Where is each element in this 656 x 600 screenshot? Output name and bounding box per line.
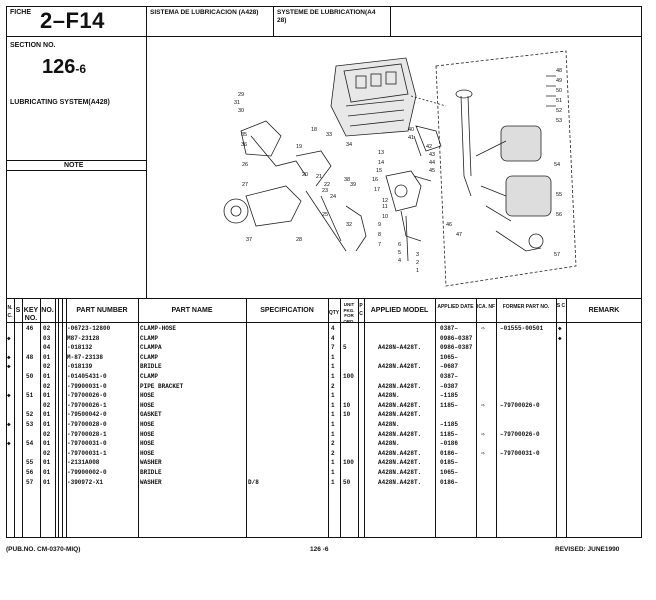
cell-qty: 1 — [331, 373, 335, 380]
cell-ica: ⇨ — [481, 449, 485, 457]
cell-name: WASHER — [140, 459, 162, 467]
cell-no: 01 — [43, 421, 51, 428]
cell-date: 1065– — [440, 469, 459, 476]
cell-model: A428N. — [378, 392, 400, 400]
cell-unit: 10 — [343, 401, 351, 409]
cell-date: –1185 — [440, 421, 459, 428]
parts-table-body — [0, 325, 656, 505]
svg-text:31: 31 — [234, 100, 241, 106]
svg-text:7: 7 — [378, 242, 382, 248]
cell-nc: ◆ — [7, 421, 11, 428]
svg-text:15: 15 — [376, 168, 383, 174]
cell-name: CLAMP — [140, 353, 159, 361]
cell-qty: 1 — [331, 478, 335, 486]
cell-name: HOSE — [140, 430, 155, 438]
note-top-line — [6, 160, 146, 161]
title-divider-2 — [390, 6, 391, 36]
cell-date: 1185– — [440, 430, 459, 438]
cell-sc: ◆ — [558, 325, 562, 332]
col-nc: N. C. — [7, 305, 13, 319]
svg-text:16: 16 — [372, 177, 379, 183]
cell-part: -79700026-1 — [67, 401, 107, 409]
svg-text:8: 8 — [378, 232, 382, 238]
cell-qty: 1 — [331, 392, 335, 400]
svg-text:25: 25 — [322, 212, 329, 218]
col-applied-date: APPLIED DATE — [437, 304, 474, 310]
cell-model: A428N.A428T. — [378, 411, 422, 419]
svg-text:41: 41 — [408, 135, 415, 141]
col-no: NO. — [41, 307, 54, 314]
section-label: SECTION NO. — [10, 42, 56, 49]
svg-text:40: 40 — [408, 127, 415, 133]
svg-text:56: 56 — [556, 212, 563, 218]
cell-no: 01 — [43, 392, 51, 400]
col-applied-model: APPLIED MODEL — [370, 307, 429, 314]
cell-date: 0186– — [440, 449, 459, 457]
cell-name: CLAMP — [140, 334, 159, 342]
svg-text:44: 44 — [429, 160, 436, 166]
cell-qty: 1 — [331, 430, 335, 438]
svg-text:30: 30 — [238, 108, 245, 114]
svg-text:51: 51 — [556, 98, 563, 104]
cell-name: BRIDLE — [140, 363, 162, 371]
cell-part: -79900031-0 — [67, 382, 107, 390]
svg-text:34: 34 — [346, 142, 353, 148]
cell-unit: 50 — [343, 478, 351, 486]
cell-qty: 1 — [331, 421, 335, 428]
svg-text:29: 29 — [238, 92, 245, 98]
cell-date: –0387 — [440, 382, 459, 390]
table-top-line — [6, 298, 642, 299]
cell-qty: 1 — [331, 401, 335, 409]
svg-text:1: 1 — [416, 268, 420, 274]
svg-text:24: 24 — [330, 194, 337, 200]
cell-date: 1185– — [440, 401, 459, 409]
svg-text:14: 14 — [378, 160, 385, 166]
note-label-line — [6, 170, 146, 171]
svg-text:12: 12 — [382, 198, 389, 204]
note-label: NOTE — [64, 162, 84, 169]
title-french: SYSTEME DE LUBRICATION(A4 28) — [277, 9, 376, 24]
cell-no: 01 — [43, 459, 51, 467]
cell-key: 57 — [26, 478, 34, 486]
cell-part: -018139 — [67, 363, 93, 371]
cell-no: 01 — [43, 478, 51, 486]
svg-text:47: 47 — [456, 232, 463, 238]
svg-text:21: 21 — [316, 174, 323, 180]
col-specification: SPECIFICATION — [260, 307, 314, 314]
svg-text:36: 36 — [241, 142, 248, 148]
cell-former: –79700031-0 — [500, 449, 540, 457]
cell-unit: 100 — [343, 459, 354, 467]
svg-text:11: 11 — [382, 204, 388, 210]
svg-text:10: 10 — [382, 214, 389, 220]
cell-no: 01 — [43, 469, 51, 476]
cell-nc: ◆ — [7, 363, 11, 371]
cell-model: A428N.A428T. — [378, 382, 422, 390]
cell-date: 1065– — [440, 353, 459, 361]
cell-sc: ◆ — [558, 334, 562, 342]
title-divider — [273, 6, 274, 36]
svg-text:38: 38 — [344, 177, 351, 183]
cell-former: –01555-00501 — [500, 325, 544, 332]
pub-number: (PUB.NO. CM-0370-MIQ) — [6, 546, 81, 553]
fiche-bottom-line — [6, 36, 146, 37]
cell-part: -79700028-0 — [67, 421, 107, 428]
svg-text:49: 49 — [556, 78, 563, 84]
svg-text:55: 55 — [556, 192, 563, 198]
cell-model: A428N.A428T. — [378, 469, 422, 476]
cell-model: A428N.A428T. — [378, 449, 422, 457]
section-number: 126-6 — [42, 56, 87, 78]
cell-qty: 1 — [331, 459, 335, 467]
cell-key: 46 — [26, 325, 34, 332]
cell-part: -79700028-1 — [67, 430, 107, 438]
svg-text:28: 28 — [296, 237, 303, 243]
cell-key: 51 — [26, 392, 34, 400]
cell-nc: ◆ — [7, 440, 11, 448]
cell-model: A428N.A428T. — [378, 430, 422, 438]
svg-text:52: 52 — [556, 108, 563, 114]
svg-text:22: 22 — [324, 182, 331, 188]
cell-name: CLAMPA — [140, 344, 162, 352]
svg-text:43: 43 — [429, 152, 436, 158]
cell-model: A428N. — [378, 421, 400, 428]
cell-part: -79700031-1 — [67, 449, 107, 457]
cell-part: -79500042-0 — [67, 411, 107, 419]
cell-nc: ◆ — [7, 353, 11, 361]
cell-name: GASKET — [140, 411, 162, 419]
cell-part: -018132 — [67, 344, 93, 352]
title-spanish: SISTEMA DE LUBRICACION (A428) — [150, 9, 259, 16]
svg-text:35: 35 — [241, 132, 248, 138]
svg-text:6: 6 — [398, 242, 402, 248]
cell-part: -06723-12800 — [67, 325, 111, 332]
cell-qty: 4 — [331, 334, 335, 342]
cell-key: 53 — [26, 421, 34, 428]
svg-text:9: 9 — [378, 222, 382, 228]
cell-part: -79700031-0 — [67, 440, 107, 448]
svg-text:4: 4 — [398, 258, 402, 264]
cell-model: A428N–A428T. — [378, 344, 422, 352]
page-number: 126 -6 — [310, 546, 329, 553]
cell-key: 56 — [26, 469, 34, 476]
cell-part: -390972-X1 — [67, 478, 104, 486]
cell-qty: 2 — [331, 449, 335, 457]
cell-qty: 4 — [331, 325, 335, 332]
cell-part: -01405431-0 — [67, 373, 107, 380]
svg-text:18: 18 — [311, 127, 318, 133]
col-part-name: PART NAME — [171, 307, 213, 314]
cell-qty: 1 — [331, 469, 335, 476]
cell-no: 02 — [43, 401, 51, 409]
cell-model: A428N.A428T. — [378, 363, 422, 371]
cell-unit: 10 — [343, 411, 351, 419]
svg-text:37: 37 — [246, 237, 253, 243]
cell-former: –79700026-0 — [500, 430, 540, 438]
cell-key: 52 — [26, 411, 34, 419]
col-remark: REMARK — [588, 307, 620, 314]
cell-key: 55 — [26, 459, 34, 467]
svg-text:54: 54 — [554, 162, 561, 168]
svg-text:46: 46 — [446, 222, 453, 228]
cell-no: 03 — [43, 334, 51, 342]
svg-text:5: 5 — [398, 250, 402, 256]
svg-text:32: 32 — [346, 222, 353, 228]
cell-name: HOSE — [140, 401, 155, 409]
svg-text:42: 42 — [426, 144, 433, 150]
cell-no: 01 — [43, 440, 51, 448]
svg-text:26: 26 — [242, 162, 249, 168]
svg-text:20: 20 — [302, 172, 309, 178]
cell-ica: ⇨ — [481, 401, 485, 409]
cell-name: HOSE — [140, 440, 155, 448]
cell-no: 02 — [43, 382, 51, 390]
col-unit-pkg: UNIT PKG. FOR ORD. — [343, 302, 355, 324]
col-part-number: PART NUMBER — [76, 307, 128, 314]
cell-ica: ⇨ — [481, 325, 485, 332]
cell-part: M87-23128 — [67, 334, 100, 342]
cell-name: PIPE BRACKET — [140, 382, 184, 390]
cell-date: –0186 — [440, 440, 459, 448]
col-ica-nf: ICA. NF — [476, 304, 496, 310]
svg-text:57: 57 — [554, 252, 561, 258]
svg-text:53: 53 — [556, 118, 563, 124]
cell-date: –1185 — [440, 392, 459, 400]
cell-key: 50 — [26, 373, 34, 380]
cell-no: 02 — [43, 430, 51, 438]
cell-qty: 1 — [331, 411, 335, 419]
cell-former: –79700026-0 — [500, 401, 540, 409]
cell-no: 02 — [43, 325, 51, 332]
col-former-part: FORMER PART NO. — [502, 304, 550, 310]
cell-unit: 100 — [343, 373, 354, 380]
cell-date: 0986–0387 — [440, 344, 473, 352]
cell-qty: 2 — [331, 382, 335, 390]
cell-nc: ◆ — [7, 334, 11, 342]
cell-name: BRIDLE — [140, 469, 162, 476]
cell-qty: 1 — [331, 353, 335, 361]
exploded-parts-diagram — [146, 36, 642, 298]
cell-part: -2131A008 — [67, 459, 100, 467]
revised-date: REVISED: JUNE1990 — [555, 546, 620, 553]
svg-text:27: 27 — [242, 182, 249, 188]
cell-part: -79900002-0 — [67, 469, 107, 476]
svg-text:23: 23 — [322, 188, 329, 194]
fiche-label: FICHE — [10, 9, 31, 16]
cell-date: 0185– — [440, 459, 459, 467]
cell-date: 0186– — [440, 478, 459, 486]
cell-date: 0986–0387 — [440, 334, 473, 342]
cell-model: A428N.A428T. — [378, 401, 422, 409]
cell-date: 0387– — [440, 325, 459, 332]
cell-qty: 1 — [331, 363, 335, 371]
col-key-no: KEY NO. — [23, 307, 39, 322]
cell-no: 04 — [43, 344, 51, 352]
cell-name: HOSE — [140, 449, 155, 457]
table-header-bottom — [6, 322, 642, 323]
svg-text:17: 17 — [374, 187, 381, 193]
svg-text:50: 50 — [556, 88, 563, 94]
cell-model: A428N.A428T. — [378, 459, 422, 467]
cell-date: 0387– — [440, 373, 459, 380]
cell-name: WASHER — [140, 478, 162, 486]
cell-no: 01 — [43, 353, 51, 361]
cell-unit: 5 — [343, 344, 347, 352]
cell-no: 01 — [43, 373, 51, 380]
cell-part: M-87-23138 — [67, 353, 104, 361]
system-name: LUBRICATING SYSTEM(A428) — [10, 99, 110, 106]
svg-text:39: 39 — [350, 182, 357, 188]
col-sc: S C — [556, 303, 566, 309]
cell-name: HOSE — [140, 392, 155, 400]
cell-model: A428N. — [378, 440, 400, 448]
cell-ica: ⇨ — [481, 430, 485, 438]
cell-name: CLAMP-HOSE — [140, 325, 177, 332]
cell-key: 54 — [26, 440, 34, 448]
col-s: S — [15, 307, 21, 314]
cell-name: CLAMP — [140, 373, 159, 380]
cell-part: -79700026-0 — [67, 392, 107, 400]
cell-nc: ◆ — [7, 392, 11, 400]
svg-text:33: 33 — [326, 132, 333, 138]
svg-text:3: 3 — [416, 252, 420, 258]
cell-key: 48 — [26, 353, 34, 361]
cell-model: A428N.A428T. — [378, 478, 422, 486]
svg-text:19: 19 — [296, 144, 303, 150]
col-pc: P C — [359, 303, 363, 317]
cell-qty: 2 — [331, 440, 335, 448]
svg-text:13: 13 — [378, 150, 385, 156]
svg-text:48: 48 — [556, 68, 563, 74]
cell-date: –0687 — [440, 363, 459, 371]
cell-spec: D/8 — [248, 478, 259, 486]
svg-text:45: 45 — [429, 168, 436, 174]
cell-name: HOSE — [140, 421, 155, 428]
cell-no: 02 — [43, 363, 51, 371]
cell-no: 01 — [43, 411, 51, 419]
fiche-number: 2–F14 — [40, 8, 105, 33]
col-qty: QTY — [328, 310, 340, 316]
cell-qty: 7 — [331, 344, 335, 352]
svg-text:2: 2 — [416, 260, 420, 266]
cell-no: 02 — [43, 449, 51, 457]
